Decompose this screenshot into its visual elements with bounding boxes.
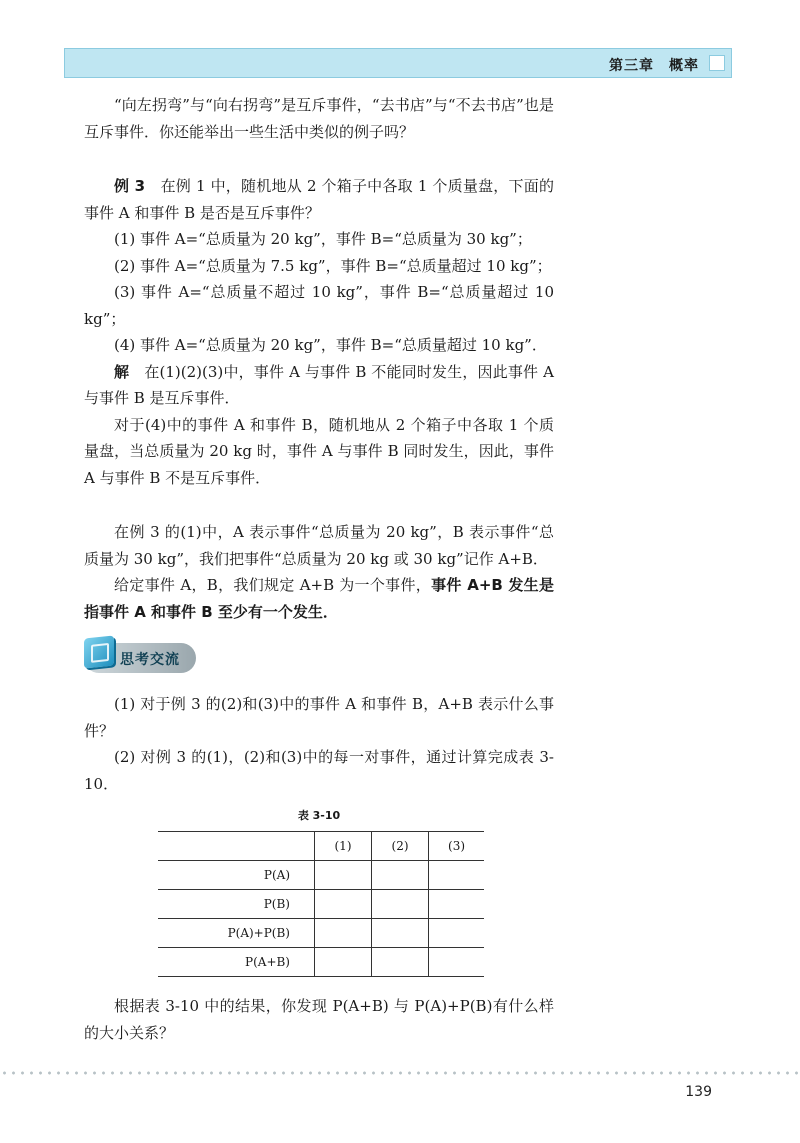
definition-paragraph-2	[84, 572, 554, 625]
definition-text: 给定事件 A，B，我们规定 A+B 为一个事件，	[114, 576, 432, 594]
table-row-label: P(B)	[158, 890, 315, 919]
example-item-4: (4) 事件 A=“总质量为 20 kg”，事件 B=“总质量超过 10 kg”．	[114, 336, 547, 354]
table-row	[158, 948, 484, 977]
table-3-10	[158, 831, 484, 977]
cube-icon	[84, 635, 114, 668]
table-row	[158, 861, 484, 890]
table-cell	[372, 919, 429, 948]
paragraph-intro: “向左拐弯”与“向右拐弯”是互斥事件，“去书店”与“不去书店”也是互斥事件．你还能举出一些生活中类似的例子吗？	[84, 96, 554, 141]
solution-label: 解	[114, 362, 130, 381]
badge-label: 思考交流	[120, 652, 180, 668]
solution-text: 在(1)(2)(3)中，事件 A 与事件 B 不能同时发生，因此事件 A 与事件 B 是互斥事件．	[84, 362, 554, 407]
table-cell	[315, 890, 372, 919]
table-cell	[372, 861, 429, 890]
think-question-2: (2) 对例 3 的(1)，(2)和(3)中的每一对事件，通过计算完成表 3-10．	[84, 748, 554, 793]
table-header-row	[158, 832, 484, 861]
table-caption: 表 3-10	[297, 809, 341, 822]
header-square-icon	[709, 55, 725, 71]
example-item-3: (3) 事件 A=“总质量不超过 10 kg”，事件 B=“总质量超过 10 kg”；	[84, 283, 554, 328]
solution	[84, 359, 554, 412]
table-cell	[315, 948, 372, 977]
final-question: 根据表 3-10 中的结果，你发现 P(A+B) 与 P(A)+P(B)有什么样的大小关系？	[84, 997, 554, 1042]
definition-paragraph-1: 在例 3 的(1)中，A 表示事件“总质量为 20 kg”，B 表示事件“总质量为 30 kg”，我们把事件“总质量为 20 kg 或 30 kg”记作 A+B．	[84, 523, 554, 568]
table-row-label: P(A+B)	[158, 948, 315, 977]
table-header-cell: (2)	[372, 832, 429, 861]
chapter-title: 第三章 概率	[609, 58, 699, 74]
definition-bold: 事件 A+B 发生是指事件 A 和事件 B 至少有一个发生．	[84, 576, 554, 621]
table-header-cell: (1)	[315, 832, 372, 861]
example-3-label: 例 3	[114, 177, 146, 195]
think-question-1: (1) 对于例 3 的(2)和(3)中的事件 A 和事件 B，A+B 表示什么事件？	[84, 695, 554, 740]
solution-part-2: 对于(4)中的事件 A 和事件 B，随机地从 2 个箱子中各取 1 个质量盘，当总质量为 20 kg 时，事件 A 与事件 B 同时发生，因此，事件 A 与事件 B 不是互斥事件．	[84, 415, 554, 487]
table-row-label: P(A)	[158, 861, 315, 890]
table-header-cell: (3)	[429, 832, 484, 861]
table-row-label: P(A)+P(B)	[158, 919, 315, 948]
table-header-cell	[158, 832, 315, 861]
page-number: 139	[685, 1084, 712, 1100]
example-item-2: (2) 事件 A=“总质量为 7.5 kg”，事件 B=“总质量超过 10 kg”；	[114, 256, 552, 275]
table-cell	[372, 890, 429, 919]
table-cell	[372, 948, 429, 977]
footer-dotted-rule	[0, 1071, 800, 1075]
page-content	[84, 92, 554, 1046]
think-exchange-badge	[84, 637, 554, 681]
table-row	[158, 890, 484, 919]
table-cell	[429, 890, 484, 919]
chapter-header-band	[64, 48, 732, 78]
example-item-1: (1) 事件 A=“总质量为 20 kg”，事件 B=“总质量为 30 kg”；	[114, 230, 532, 248]
example-3	[84, 173, 554, 226]
example-3-text: 在例 1 中，随机地从 2 个箱子中各取 1 个质量盘，下面的事件 A 和事件 B 是否是互斥事件？	[84, 177, 554, 222]
table-cell	[429, 948, 484, 977]
table-cell	[429, 861, 484, 890]
table-cell	[315, 861, 372, 890]
table-row	[158, 919, 484, 948]
table-cell	[429, 919, 484, 948]
table-cell	[315, 919, 372, 948]
